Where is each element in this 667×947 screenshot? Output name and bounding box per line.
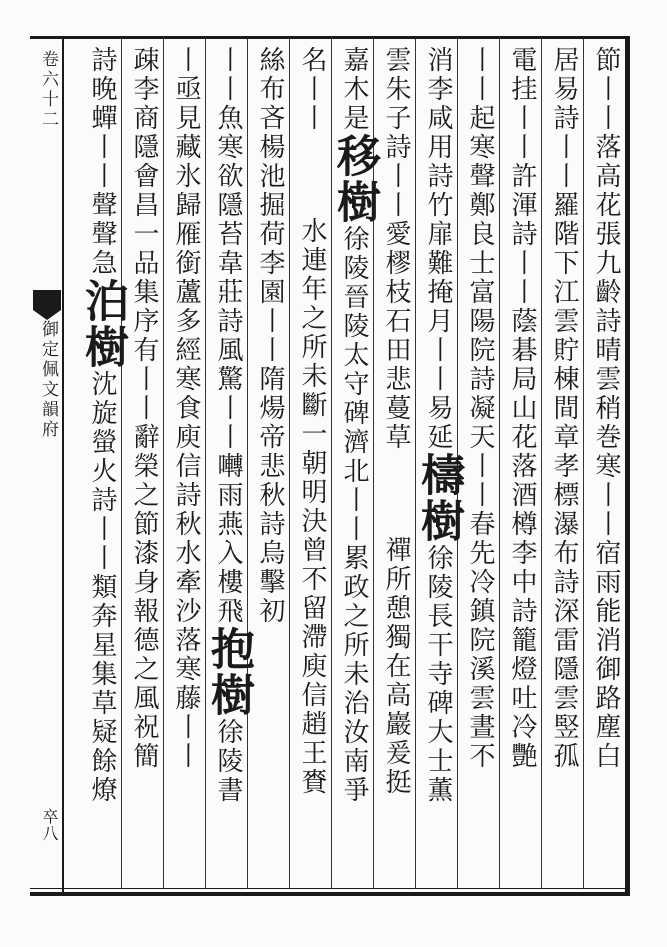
text-column-4: 丨丨起寒聲鄭良士富陽院詩凝天丨丨春先冷鎮院溪雲晝不 bbox=[465, 46, 495, 771]
text-column-1: 節丨丨落高花張九齡詩晴雲稍巻寒丨丨宿雨能消御路塵白 bbox=[591, 46, 621, 771]
column-9-text: 絲布吝楊池掘荷李園丨丨隋煬帝悲秋詩烏擊初 bbox=[255, 46, 285, 626]
yi-shu-text-2: 水連年之所未斷一朝明決曾不留滯庾信趙王賚 bbox=[297, 217, 327, 797]
margin-book-name: 御定佩文韻府 bbox=[38, 320, 58, 440]
yi-shu-text: 徐陵晉陵太守碑濟北丨丨累政之所未治汝南爭 bbox=[339, 225, 369, 805]
tao-shu-text-2: 禪所憩獨在高巖爰挺 bbox=[381, 536, 411, 797]
margin-page-number: 卒八 bbox=[40, 808, 59, 842]
column-13-text: 詩晚蟬丨丨聲聲急 bbox=[87, 46, 117, 278]
fish-tail-icon bbox=[33, 290, 61, 310]
tao-shu-text: 徐陵長干寺碑大士薫 bbox=[423, 544, 453, 805]
bao-shu-text: 徐陵書 bbox=[213, 718, 243, 805]
column-5-text: 消李咸用詩竹扉難掩月丨丨易延 bbox=[423, 46, 453, 452]
column-11-text: 丨亟見藏氷歸雁銜蘆多經寒食庾信詩秋水牽沙落寒藤丨丨 bbox=[171, 46, 201, 771]
bo-shu-text: 沈旋螢火詩丨丨類奔星集草疑餘燎 bbox=[87, 370, 117, 805]
margin-column bbox=[30, 36, 64, 896]
yi-shu-head: 移樹 bbox=[329, 133, 380, 225]
text-column-2: 居易詩丨丨羅階下江雲貯棟間章孝標瀑布詩深雷隱雲竪孤 bbox=[549, 46, 579, 771]
text-column-9 bbox=[249, 46, 291, 886]
column-10-text: 丨丨魚寒欲隱苔韋莊詩風驚丨丨囀雨燕入樓飛 bbox=[213, 46, 243, 626]
bo-shu-head: 泊樹 bbox=[77, 278, 128, 370]
text-column-5 bbox=[413, 46, 464, 886]
spacer-column bbox=[66, 46, 82, 886]
text-column-8 bbox=[291, 46, 333, 886]
text-column-13 bbox=[77, 46, 128, 886]
bao-shu-head: 抱樹 bbox=[203, 626, 254, 718]
frame-bottom-rule bbox=[30, 888, 630, 889]
text-column-12 bbox=[123, 46, 165, 886]
column-12-text: 疎李商隱會昌一品集序有丨丨辭榮之節漆身報德之風祝簡 bbox=[129, 46, 159, 771]
column-7-text: 嘉木是 bbox=[339, 46, 369, 133]
column-8-text: 名丨丨 bbox=[297, 46, 327, 133]
margin-section: 卷六十二 bbox=[38, 50, 58, 130]
tao-shu-head: 檮樹 bbox=[413, 452, 464, 544]
text-column-7 bbox=[329, 46, 380, 886]
text-column-6 bbox=[375, 46, 417, 886]
text-column-3: 電挂丨丨許渾詩丨丨蔭碁局山花落酒樽李中詩籠燈吐冷艷 bbox=[507, 46, 537, 771]
column-6-text: 雲朱子詩丨丨愛樛枝石田悲蔓草 bbox=[381, 46, 411, 452]
text-column-10 bbox=[203, 46, 254, 886]
text-column-11 bbox=[165, 46, 207, 886]
